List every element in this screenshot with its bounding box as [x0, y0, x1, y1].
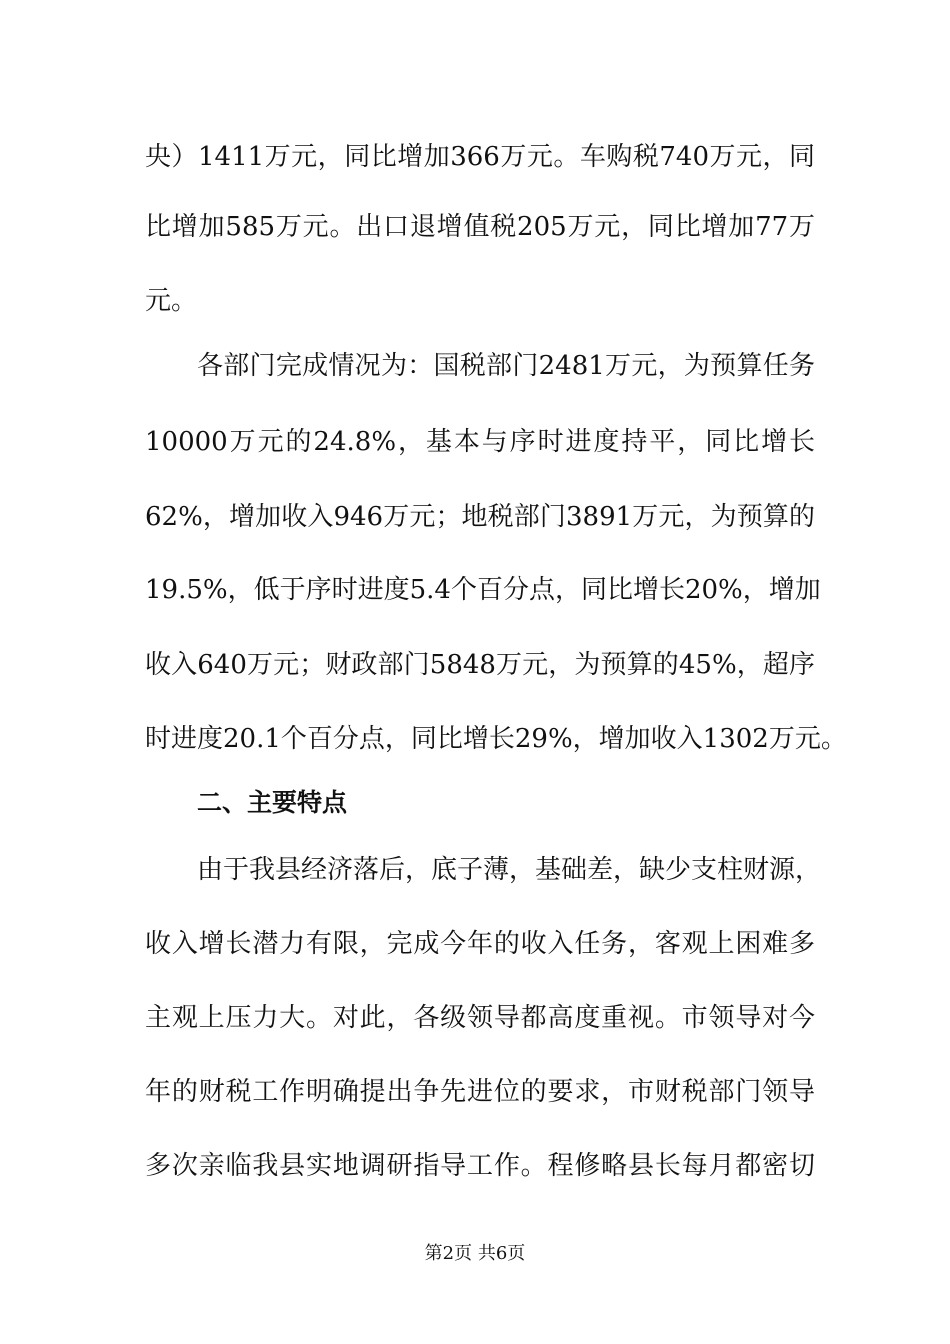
- paragraph-line: 比增加585万元。出口退增值税205万元，同比增加77万: [145, 212, 815, 242]
- page-number-footer: 第2页 共6页: [424, 1243, 526, 1264]
- paragraph-line: 年的财税工作明确提出争先进位的要求，市财税部门领导: [145, 1077, 815, 1107]
- paragraph-line: 央）1411万元，同比增加366万元。车购税740万元，同: [145, 142, 815, 172]
- paragraph-line: 多次亲临我县实地调研指导工作。程修略县长每月都密切: [145, 1151, 815, 1181]
- paragraph-line: 主观上压力大。对此，各级领导都高度重视。市领导对今: [145, 1003, 815, 1033]
- paragraph-line: 各部门完成情况为：国税部门2481万元，为预算任务: [197, 351, 815, 381]
- paragraph-line: 19.5%，低于序时进度5.4个百分点，同比增长20%，增加: [145, 575, 821, 605]
- paragraph-line: 10000万元的24.8%，基本与序时进度持平，同比增长: [145, 427, 815, 457]
- paragraph-line: 收入640万元；财政部门5848万元，为预算的45%，超序: [145, 650, 815, 680]
- paragraph-line: 由于我县经济落后，底子薄，基础差，缺少支柱财源，: [197, 855, 822, 885]
- paragraph-line: 收入增长潜力有限，完成今年的收入任务，客观上困难多: [145, 929, 815, 959]
- section-heading: 二、主要特点: [197, 788, 348, 817]
- paragraph-line: 62%，增加收入946万元；地税部门3891万元，为预算的: [145, 502, 815, 532]
- paragraph-line: 时进度20.1个百分点，同比增长29%，增加收入1302万元。: [145, 724, 847, 754]
- paragraph-line: 元。: [145, 286, 198, 316]
